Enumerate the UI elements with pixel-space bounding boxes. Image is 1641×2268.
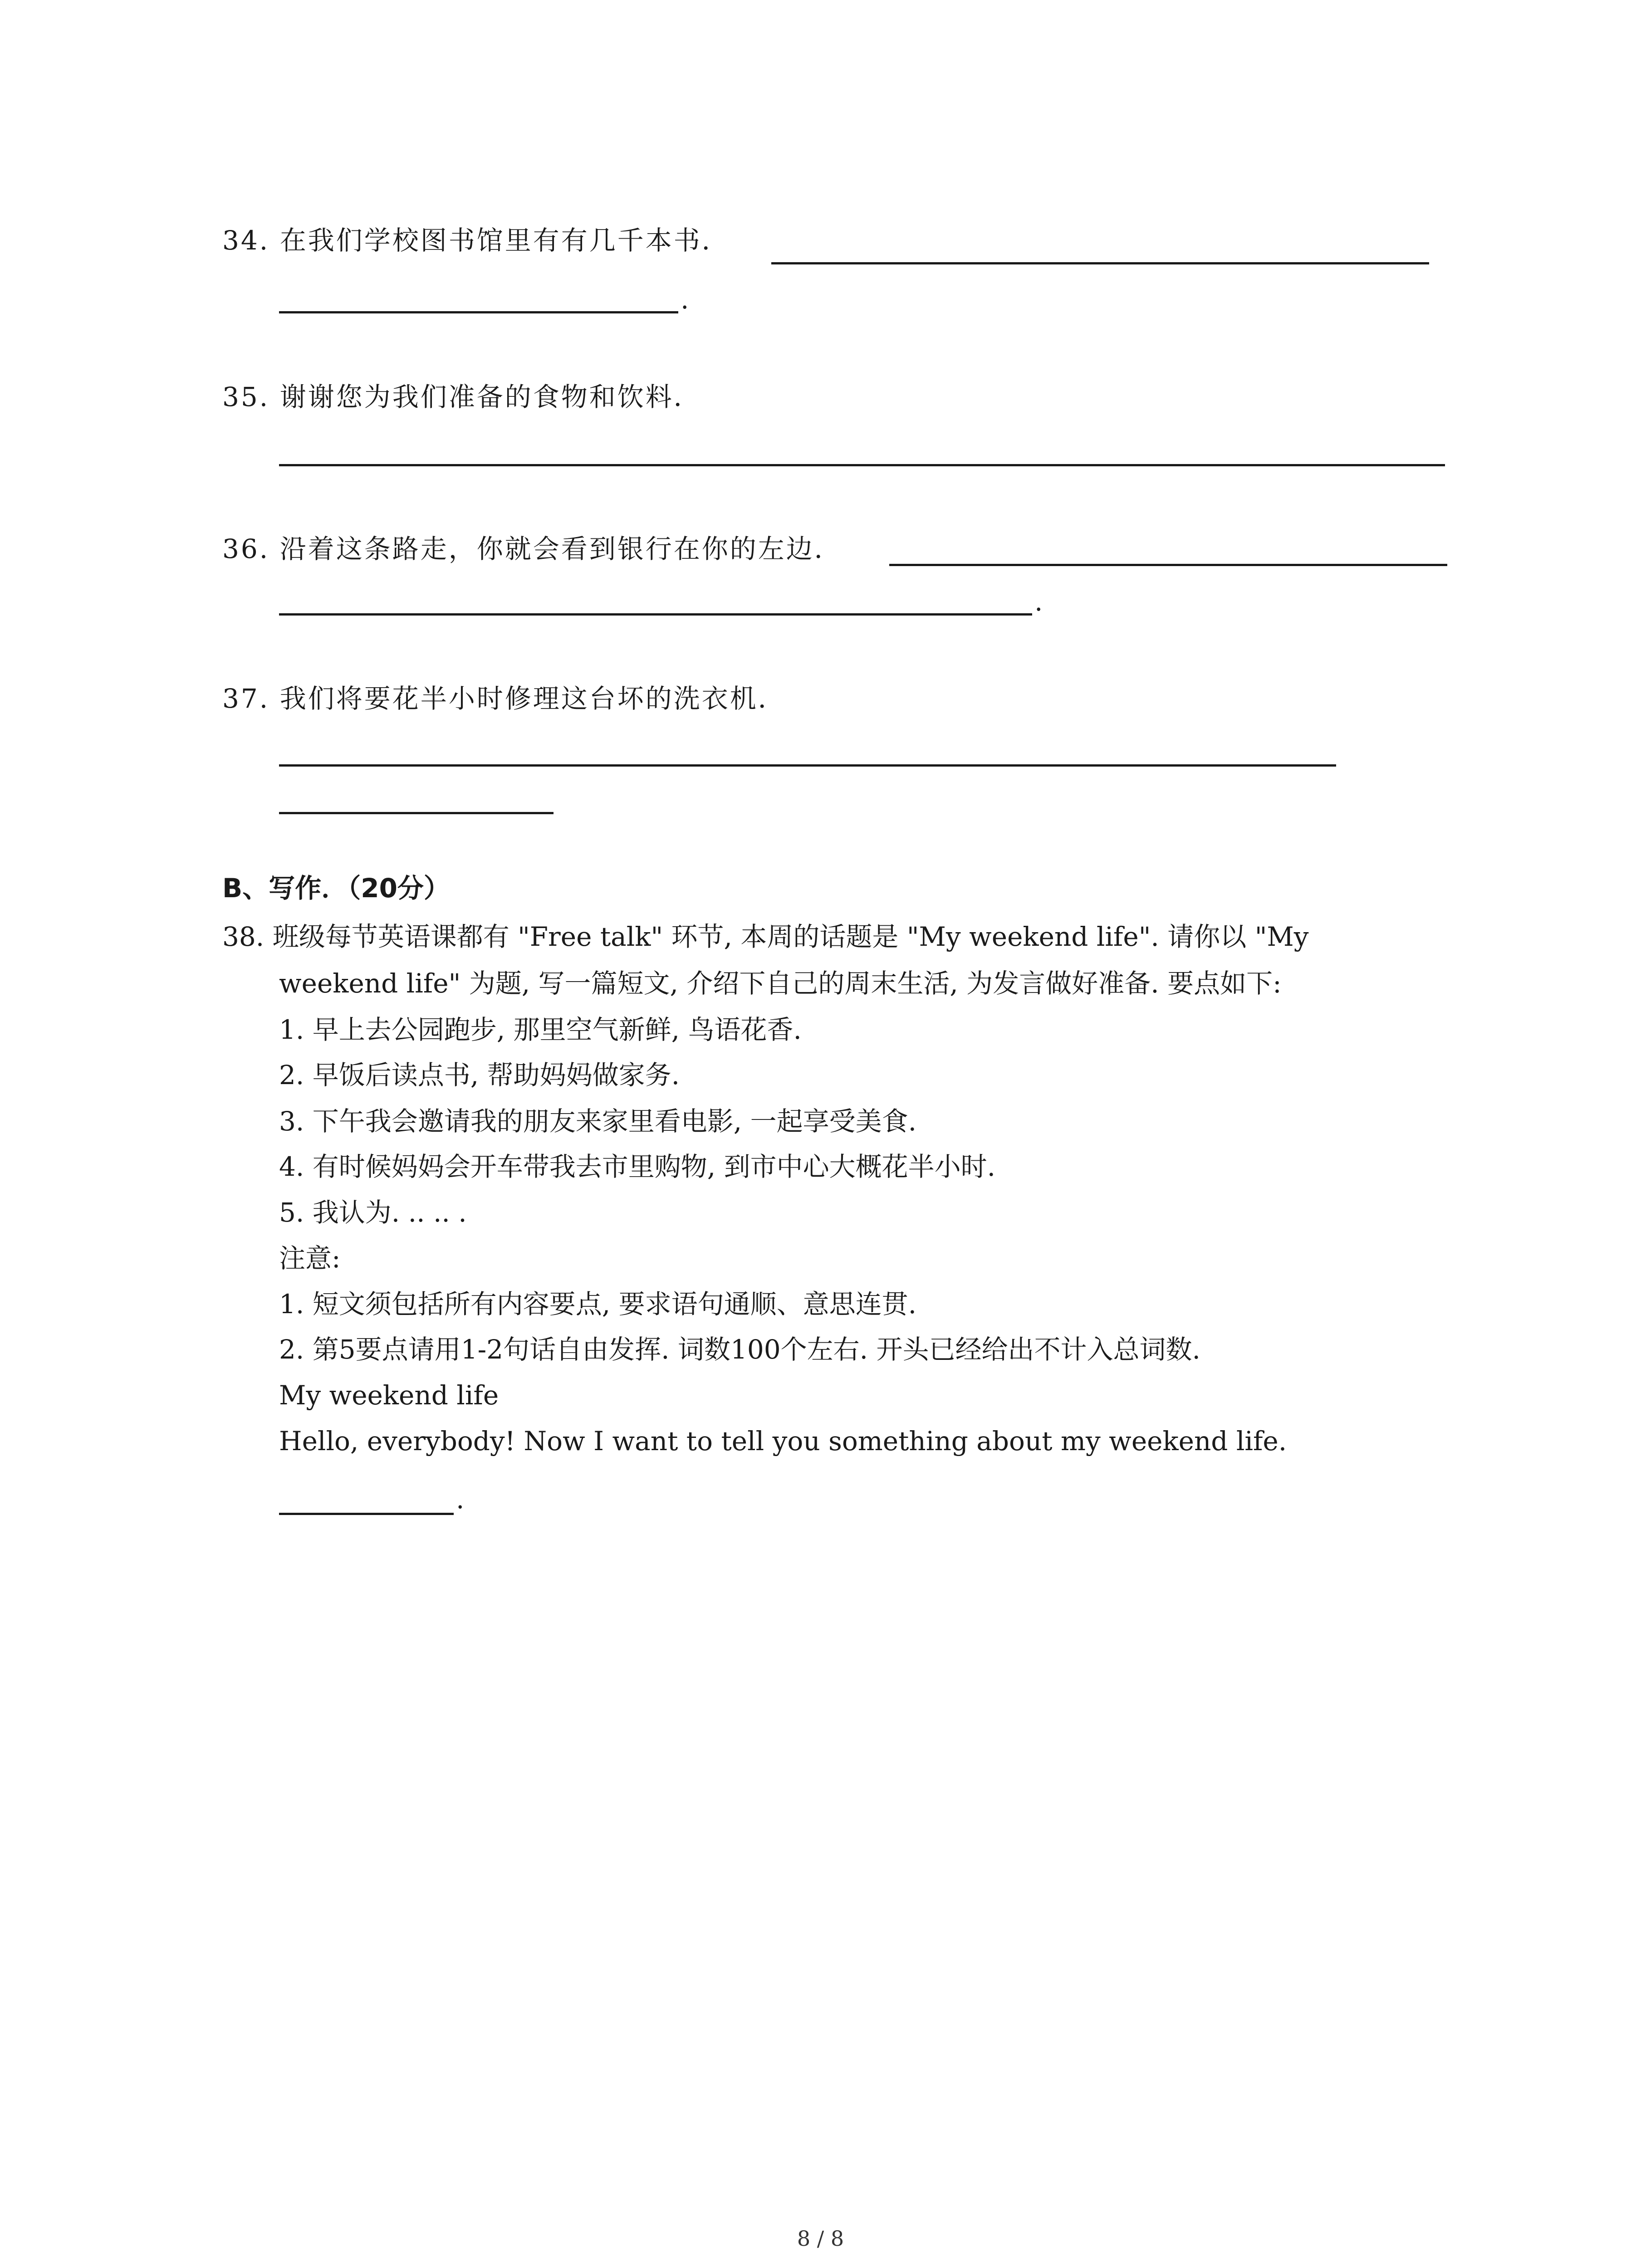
page-number: 8 / 8 — [797, 2226, 844, 2251]
sentence-end-mark: . — [1034, 586, 1043, 617]
answer-blank[interactable] — [279, 464, 1445, 466]
note-2: 2. 第5要点请用1-2句话自由发挥. 词数100个左右. 开头已经给出不计入总词数. — [279, 1334, 1200, 1365]
point-1: 1. 早上去公园跑步, 那里空气新鲜, 鸟语花香. — [279, 1014, 802, 1045]
answer-blank[interactable] — [771, 262, 1429, 264]
sentence-end-mark: . — [681, 284, 689, 315]
answer-blank[interactable] — [279, 812, 554, 814]
question-38-first-line — [222, 919, 1309, 955]
note-1: 1. 短文须包括所有内容要点, 要求语句通顺、意思连贯. — [279, 1289, 917, 1320]
prompt-line: weekend life" 为题, 写一篇短文, 介绍下自己的周末生活, 为发言做好准备. 要点如下: — [279, 968, 1282, 999]
question-number: 38. — [222, 921, 265, 952]
answer-blank[interactable] — [279, 311, 678, 313]
question-number: 36. — [222, 533, 270, 564]
answer-blank[interactable] — [279, 764, 1336, 767]
question-text: 谢谢您为我们准备的食物和饮料． — [279, 381, 702, 412]
point-4: 4. 有时候妈妈会开车带我去市里购物, 到市中心大概花半小时. — [279, 1151, 996, 1182]
essay-title: My weekend life — [279, 1380, 499, 1411]
question-text: 我们将要花半小时修理这台坏的洗衣机． — [279, 683, 786, 714]
question-number: 35. — [222, 381, 270, 412]
question-36 — [222, 531, 843, 567]
question-text: 沿着这条路走，你就会看到银行在你的左边． — [279, 533, 843, 564]
point-2: 2. 早饭后读点书, 帮助妈妈做家务. — [279, 1060, 680, 1090]
question-number: 37. — [222, 683, 270, 714]
answer-blank[interactable] — [279, 613, 1032, 616]
point-5: 5. 我认为. .. .. . — [279, 1197, 467, 1228]
section-title: B、写作．（20分） — [222, 873, 450, 904]
notes-heading: 注意: — [279, 1243, 341, 1274]
question-number: 34. — [222, 225, 270, 256]
essay-opening: Hello, everybody! Now I want to tell you something about my weekend life. — [279, 1426, 1287, 1457]
point-3: 3. 下午我会邀请我的朋友来家里看电影, 一起享受美食. — [279, 1106, 917, 1137]
question-34 — [222, 222, 730, 259]
sentence-end-mark: . — [456, 1484, 465, 1515]
answer-blank[interactable] — [889, 564, 1447, 566]
question-37 — [222, 680, 786, 717]
answer-blank[interactable] — [279, 1513, 454, 1515]
prompt-line: 班级每节英语课都有 "Free talk" 环节, 本周的话题是 "My weekend life". 请你以 "My — [272, 921, 1309, 952]
question-text: 在我们学校图书馆里有有几千本书． — [279, 225, 730, 256]
question-35 — [222, 379, 702, 415]
